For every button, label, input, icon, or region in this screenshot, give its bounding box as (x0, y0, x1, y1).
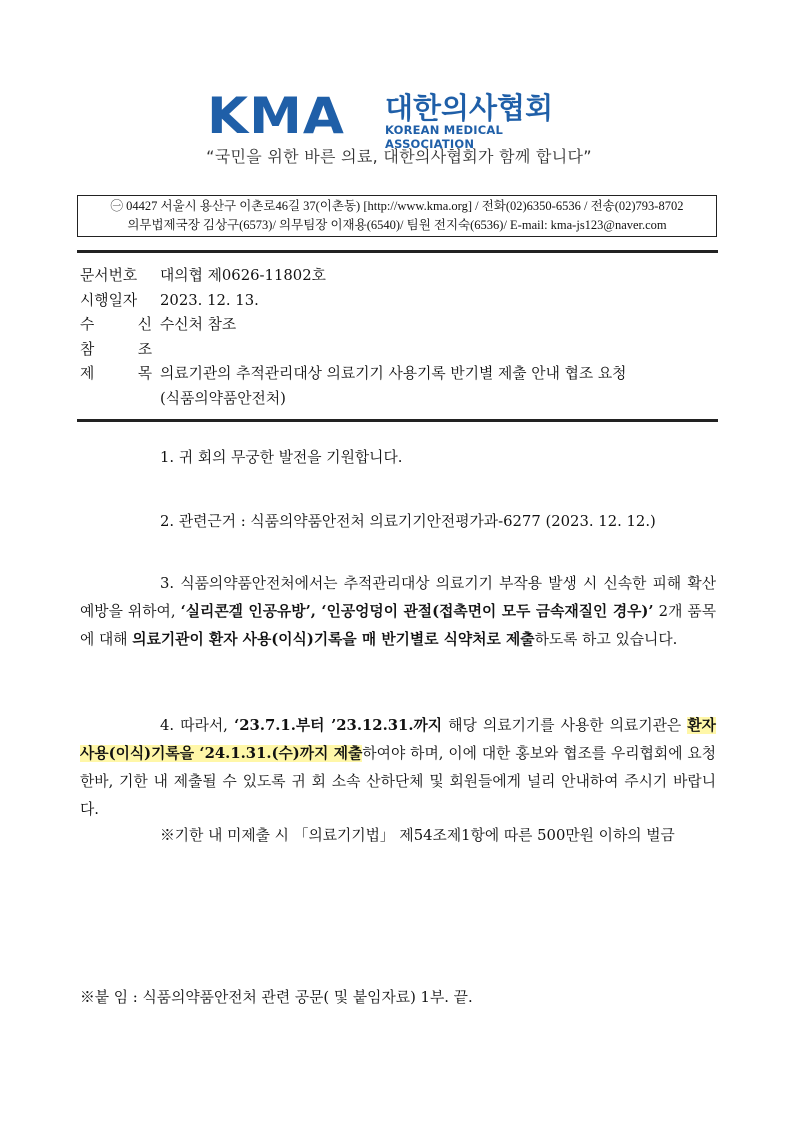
to-label: 수 신 (80, 316, 152, 333)
subject-line-1: 의료기관의 추적관리대상 의료기기 사용기록 반기별 제출 안내 협조 요청 (160, 365, 627, 382)
contact-box (77, 195, 717, 237)
paragraph-2: 2. 관련근거 : 식품의약품안전처 의료기기안전평가과-6277 (2023. 12. 12.) (160, 513, 656, 530)
meta-row-date (80, 289, 626, 314)
meta-row-to (80, 313, 626, 338)
contact-line-staff: 의무법제국장 김상구(6573)/ 의무팀장 이재용(6540)/ 팀원 전지숙(6536)/ E-mail: kma-js123@naver.com (127, 218, 667, 232)
usage-period: ‘23.7.1.부터 ’23.12.31.까지 (234, 717, 443, 734)
attachment-line: ※붙 임 : 식품의약품안전처 관련 공문( 및 붙임자료) 1부. 끝. (80, 989, 473, 1006)
ref-label: 참 조 (80, 340, 152, 358)
logo-korean-name: 대한의사협회 (385, 91, 554, 125)
meta-row-ref (80, 338, 626, 363)
subject (160, 362, 626, 411)
divider-bottom (77, 419, 718, 422)
divider-top (77, 250, 718, 253)
subject-label: 제 목 (80, 365, 152, 382)
recipient: 수신처 참조 (160, 316, 237, 333)
document-meta (80, 264, 626, 411)
date: 2023. 12. 13. (160, 291, 259, 309)
paragraph-4: 4. 따라서, ‘23.7.1.부터 ’23.12.31.까지 해당 의료기기를 사용한 의료기관은 환자 사용(이식)기록을 ‘24.1.31.(수)까지 제출하여야 하며, 이에 대한 홍보와 협조를 우리협회에 요청한바, 기한 내 제출될 수 있도록 귀 회 소속 산하단체 및 회원들에게 널리 안내하여 주시기 바랍니다. (80, 717, 716, 818)
subject-line-2: (식품의약품안전처) (160, 389, 286, 407)
kma-logo (207, 87, 587, 151)
item-names: ‘실리콘겔 인공유방’, ‘인공엉덩이 관절(접촉면이 모두 금속재질인 경우)’ (180, 603, 654, 620)
contact-line-address: ㊀ 04427 서울시 용산구 이촌로46길 37(이촌동) [http://www.kma.org] / 전화(02)6350-6536 / 전송(02)793-8702 (110, 199, 684, 213)
doc-no-label: 문서번호 (80, 267, 138, 284)
submission-deadline: 환자 사용(이식)기록을 ‘24.1.31.(수)까지 제출 (80, 717, 716, 762)
logo-english-name: KOREAN MEDICAL ASSOCIATION (385, 123, 504, 151)
meta-row-subject (80, 362, 626, 411)
date-label: 시행일자 (80, 291, 138, 309)
slogan: “국민을 위한 바른 의료, 대한의사협회가 함께 합니다” (206, 147, 592, 166)
logo-letters: KMA (207, 87, 346, 145)
paragraph-3: 3. 식품의약품안전처에서는 추적관리대상 의료기기 부작용 발생 시 신속한 피해 확산 예방을 위하여, ‘실리콘겔 인공유방’, ‘인공엉덩이 관절(접촉면이 모두 금속재질인 경우)’ 2개 품목에 대해 의료기관이 환자 사용(이식)기록을 매 반기별로 식약처로 제출하도록 하고 있습니다. (80, 575, 716, 648)
submission-requirement: 의료기관이 환자 사용(이식)기록을 매 반기별로 식약처로 제출 (132, 631, 535, 648)
doc-no: 대의협 제0626-11802호 (160, 267, 326, 284)
paragraph-1: 1. 귀 회의 무궁한 발전을 기원합니다. (160, 449, 403, 466)
penalty-note: ※기한 내 미제출 시 「의료기기법」 제54조제1항에 따른 500만원 이하의 벌금 (160, 827, 675, 844)
meta-row-doc-no (80, 264, 626, 289)
